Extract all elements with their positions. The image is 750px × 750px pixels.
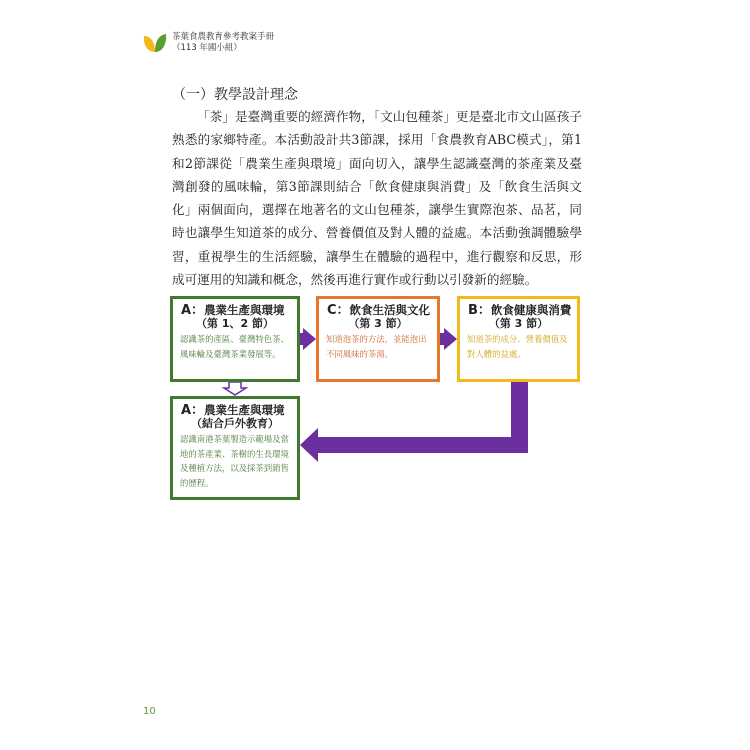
box-a1-letter: A： — [181, 303, 205, 318]
header-subtitle: （113 年國小組） — [172, 43, 242, 53]
page-header — [142, 30, 402, 60]
box-a2-title: 農業生產與環境 — [204, 403, 285, 417]
box-c-letter: C： — [327, 303, 350, 318]
leaf-logo-icon — [142, 32, 168, 54]
arrow-c-to-b-icon — [440, 328, 457, 350]
box-c-heading — [319, 299, 437, 317]
box-b-desc: 知道茶的成分、營養價值及對人體的益處。 — [467, 334, 568, 359]
box-a-agriculture-1 — [170, 296, 300, 382]
box-b-health — [457, 296, 580, 382]
section-title: （一）教學設計理念 — [172, 87, 298, 103]
box-a2-sub: （結合戶外教育） — [191, 417, 279, 430]
header-title: 茶葉食農教育參考教案手冊 — [172, 32, 275, 42]
box-b-title: 飲食健康與消費 — [490, 303, 572, 317]
box-c-desc: 知道泡茶的方法，並能泡出不同風味的茶湯。 — [326, 334, 427, 359]
box-a2-letter: A： — [181, 403, 205, 418]
box-a1-sub: （第 1、2 節） — [196, 317, 274, 330]
box-c-title: 飲食生活與文化 — [349, 303, 431, 317]
box-a1-title: 農業生產與環境 — [204, 303, 285, 317]
box-a2-heading — [173, 399, 297, 417]
box-a-agriculture-2 — [170, 396, 300, 500]
box-b-heading — [460, 299, 577, 317]
page-number: 10 — [143, 706, 156, 717]
box-a2-desc: 認識南港茶葉製造示範場及當地的茶產業、茶樹的生長環境及種植方法，以及採茶到銷售的歷程。 — [180, 434, 289, 488]
body-paragraph: 「茶」是臺灣重要的經濟作物，「文山包種茶」更是臺北市文山區孩子熟悉的家鄉特產。本活動設計共3節課，採用「食農教育ABC模式」，第1和2節課從「農業生產與環境」面向切入，讓學生認識臺灣的茶產業及臺灣創發的風味輪，第3節課則結合「飲食健康與消費」及「飲食生活與文化」兩個面向，選擇在地著名的文山包種茶，讓學生實際泡茶、品茗，同時也讓學生知道茶的成分、營養價值及對人體的益處。本活動強調體驗學習，重視學生的生活經驗，讓學生在體驗的過程中，進行觀察和反思，形成可運用的知識和概念，然後再進行實作或行動以引發新的經驗。 — [172, 109, 582, 288]
arrow-a1-to-c-icon — [300, 328, 316, 350]
box-a1-heading — [173, 299, 297, 317]
box-c-sub: （第 3 節） — [348, 317, 408, 330]
header-text — [172, 32, 274, 54]
arrow-down-hollow-icon — [224, 382, 246, 395]
box-b-sub: （第 3 節） — [488, 317, 549, 330]
box-b-letter: B： — [468, 303, 491, 318]
box-a1-desc: 認識茶的產區、臺灣特色茶、風味輪及臺灣茶業發展等。 — [180, 334, 289, 359]
box-c-culture — [316, 296, 440, 382]
arrow-b-to-a2-icon — [300, 382, 528, 462]
